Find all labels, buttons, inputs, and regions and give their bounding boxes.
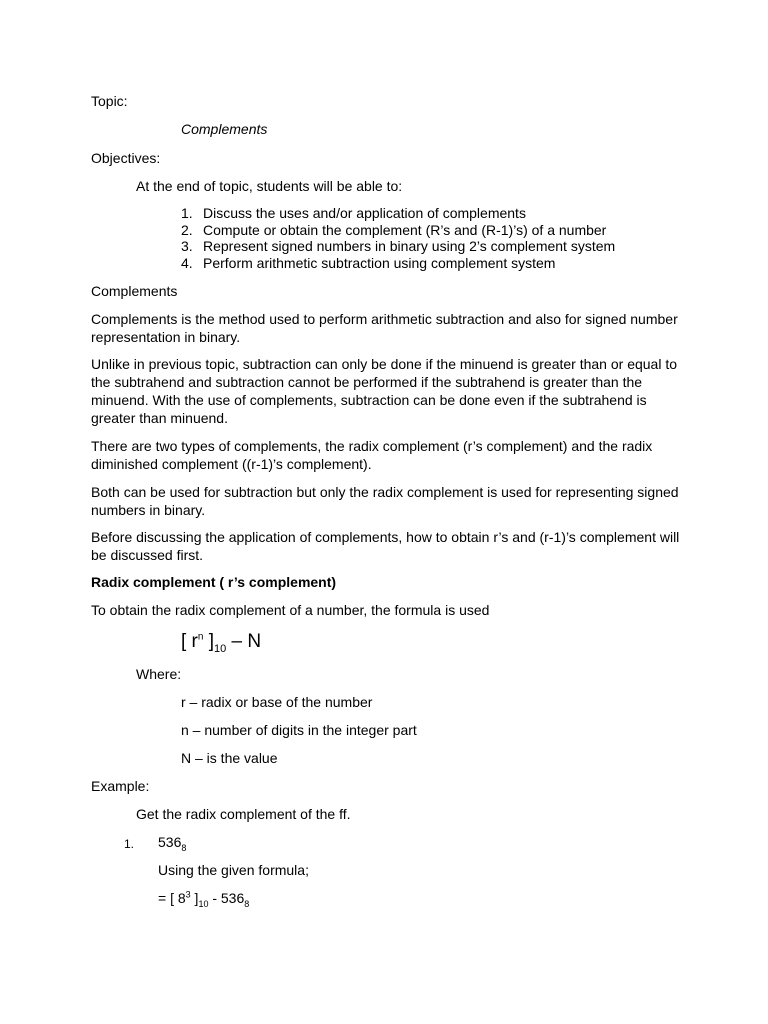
section-heading: Complements xyxy=(91,283,178,299)
formula-subscript: 10 xyxy=(214,642,227,655)
formula-close: ] xyxy=(203,631,215,652)
formula-tail: – N xyxy=(226,631,262,652)
example-value-base: 8 xyxy=(181,842,187,853)
objective-item xyxy=(181,238,701,255)
objective-number: 2. xyxy=(181,221,193,238)
example-number: 1. xyxy=(124,837,135,851)
calc-close: ] xyxy=(190,890,199,906)
topic-label: Topic: xyxy=(91,93,128,109)
objective-text: Compute or obtain the complement (R’s and (R-1)’s) of a number xyxy=(203,221,607,238)
objectives-list xyxy=(181,205,701,271)
objective-text: Discuss the uses and/or application of complements xyxy=(203,205,526,221)
where-label: Where: xyxy=(136,666,182,682)
definition-item: n – number of digits in the integer part xyxy=(181,722,417,738)
objective-item xyxy=(181,222,701,239)
example-value xyxy=(158,833,748,851)
calc-prefix: = [ 8 xyxy=(158,890,186,906)
objective-number: 3. xyxy=(181,238,193,254)
objective-number: 1. xyxy=(181,205,193,221)
example-step-label: Using the given formula; xyxy=(158,862,309,878)
objective-item xyxy=(181,205,701,222)
calc-minus: - 536 xyxy=(208,890,245,906)
definition-item: r – radix or base of the number xyxy=(181,694,373,710)
example-label: Example: xyxy=(91,778,150,794)
topic-title: Complements xyxy=(181,121,268,137)
radix-heading: Radix complement ( r’s complement) xyxy=(91,574,337,590)
paragraph: Complements is the method used to perform arithmetic subtraction and also for signed number representation in binary. xyxy=(91,311,678,345)
radix-formula xyxy=(181,630,261,654)
radix-intro: To obtain the radix complement of a number, the formula is used xyxy=(91,602,490,618)
calc-base: 8 xyxy=(244,898,250,909)
paragraph: There are two types of complements, the radix complement (r’s complement) and the radix diminished complement ((r-1)’s complement). xyxy=(91,438,653,472)
calc-subscript: 10 xyxy=(198,898,209,909)
objectives-label: Objectives: xyxy=(91,150,161,166)
paragraph: Before discussing the application of complements, how to obtain r’s and (r-1)’s complement will be discussed first. xyxy=(91,529,680,563)
objective-item xyxy=(181,255,701,272)
example-value-digits: 536 xyxy=(158,834,182,850)
formula-exponent: n xyxy=(197,631,204,643)
example-calculation xyxy=(158,889,748,907)
paragraph: Unlike in previous topic, subtraction can only be done if the minuend is greater than or equal to the subtrahend and subtraction cannot be performed if the subtrahend is greater than the minuend. With the use of complements, subtraction can be done even if the subtrahend is greater than minuend. xyxy=(91,356,678,426)
definition-item: N – is the value xyxy=(181,750,278,766)
objective-text: Perform arithmetic subtraction using complement system xyxy=(203,254,556,271)
objectives-intro: At the end of topic, students will be able to: xyxy=(136,178,403,194)
example-intro: Get the radix complement of the ff. xyxy=(136,806,351,822)
formula-open: [ r xyxy=(181,631,198,652)
objective-text: Represent signed numbers in binary using 2’s complement system xyxy=(203,238,616,254)
paragraph: Both can be used for subtraction but only the radix complement is used for representing signed numbers in binary. xyxy=(91,484,679,518)
calc-exponent: 3 xyxy=(185,889,191,900)
objective-number: 4. xyxy=(181,254,193,271)
